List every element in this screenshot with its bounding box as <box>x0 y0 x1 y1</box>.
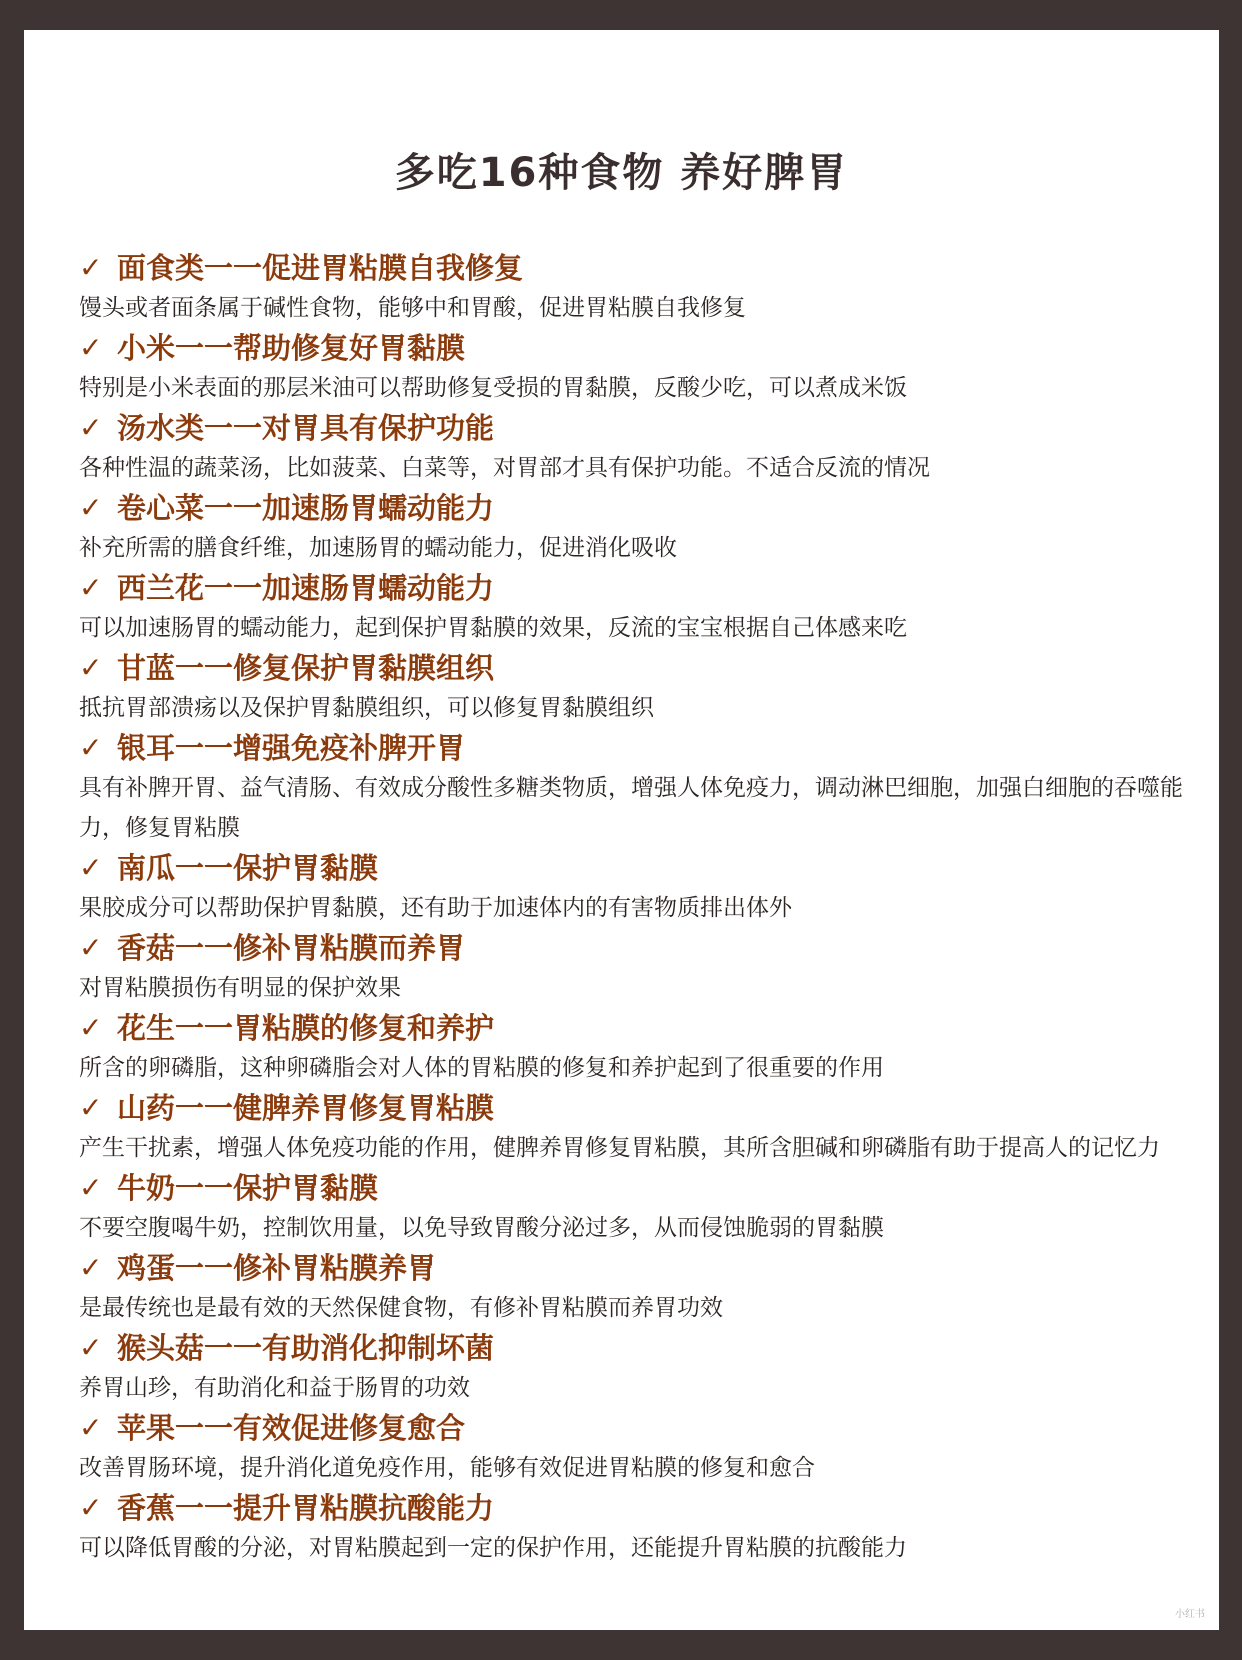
list-item <box>79 248 1189 328</box>
item-description: 产生干扰素，增强人体免疫功能的作用，健脾养胃修复胃粘膜，其所含胆碱和卵磷脂有助于提高人的记忆力 <box>79 1135 1160 1161</box>
item-heading-text: 山药一一健脾养胃修复胃粘膜 <box>117 1091 495 1125</box>
item-heading-text: 小米一一帮助修复好胃黏膜 <box>117 331 466 365</box>
item-heading <box>79 248 1189 288</box>
content-card <box>24 30 1219 1630</box>
item-description: 补充所需的膳食纤维，加速肠胃的蠕动能力，促进消化吸收 <box>79 535 677 561</box>
checkmark-icon: ✓ <box>79 1491 103 1524</box>
item-heading-text: 苹果一一有效促进修复愈合 <box>117 1411 466 1445</box>
checkmark-icon: ✓ <box>79 1331 103 1364</box>
checkmark-icon: ✓ <box>79 491 103 524</box>
item-heading <box>79 1488 1189 1528</box>
item-heading-text: 鸡蛋一一修补胃粘膜养胃 <box>117 1251 437 1285</box>
checkmark-icon: ✓ <box>79 571 103 604</box>
item-heading <box>79 1008 1189 1048</box>
watermark: 小红书 <box>1175 1609 1205 1620</box>
item-heading <box>79 328 1189 368</box>
item-heading <box>79 848 1189 888</box>
checkmark-icon: ✓ <box>79 931 103 964</box>
checkmark-icon: ✓ <box>79 1171 103 1204</box>
item-description: 具有补脾开胃、益气清肠、有效成分酸性多糖类物质，增强人体免疫力，调动淋巴细胞，加强白细胞的吞噬能力，修复胃粘膜 <box>79 775 1183 841</box>
item-heading <box>79 1328 1189 1368</box>
list-item <box>79 568 1189 648</box>
list-item <box>79 1248 1189 1328</box>
checkmark-icon: ✓ <box>79 331 103 364</box>
item-description: 可以加速肠胃的蠕动能力，起到保护胃黏膜的效果，反流的宝宝根据自己体感来吃 <box>79 615 907 641</box>
checkmark-icon: ✓ <box>79 411 103 444</box>
item-description: 馒头或者面条属于碱性食物，能够中和胃酸，促进胃粘膜自我修复 <box>79 295 746 321</box>
item-description: 对胃粘膜损伤有明显的保护效果 <box>79 975 401 1001</box>
item-heading <box>79 568 1189 608</box>
item-description: 所含的卵磷脂，这种卵磷脂会对人体的胃粘膜的修复和养护起到了很重要的作用 <box>79 1055 884 1081</box>
item-heading-text: 香蕉一一提升胃粘膜抗酸能力 <box>117 1491 495 1525</box>
list-item <box>79 408 1189 488</box>
checkmark-icon: ✓ <box>79 1411 103 1444</box>
item-heading-text: 卷心菜一一加速肠胃蠕动能力 <box>117 491 495 525</box>
item-description: 改善胃肠环境，提升消化道免疫作用，能够有效促进胃粘膜的修复和愈合 <box>79 1455 815 1481</box>
list-item <box>79 328 1189 408</box>
item-heading-text: 花生一一胃粘膜的修复和养护 <box>117 1011 495 1045</box>
item-heading-text: 甘蓝一一修复保护胃黏膜组织 <box>117 651 495 685</box>
item-heading-text: 汤水类一一对胃具有保护功能 <box>117 411 495 445</box>
list-item <box>79 1088 1189 1168</box>
list-item <box>79 1488 1189 1568</box>
list-item <box>79 928 1189 1008</box>
item-heading-text: 香菇一一修补胃粘膜而养胃 <box>117 931 466 965</box>
list-item <box>79 1408 1189 1488</box>
checkmark-icon: ✓ <box>79 251 103 284</box>
item-heading-text: 猴头菇一一有助消化抑制坏菌 <box>117 1331 495 1365</box>
list-item <box>79 1008 1189 1088</box>
item-description: 可以降低胃酸的分泌，对胃粘膜起到一定的保护作用，还能提升胃粘膜的抗酸能力 <box>79 1535 907 1561</box>
item-heading <box>79 728 1189 768</box>
checkmark-icon: ✓ <box>79 731 103 764</box>
item-heading <box>79 488 1189 528</box>
item-description: 养胃山珍，有助消化和益于肠胃的功效 <box>79 1375 470 1401</box>
item-heading <box>79 1088 1189 1128</box>
food-list <box>79 248 1189 1568</box>
list-item <box>79 1168 1189 1248</box>
item-heading <box>79 648 1189 688</box>
item-heading <box>79 1248 1189 1288</box>
checkmark-icon: ✓ <box>79 851 103 884</box>
item-description: 是最传统也是最有效的天然保健食物，有修补胃粘膜而养胃功效 <box>79 1295 723 1321</box>
list-item <box>79 1328 1189 1408</box>
checkmark-icon: ✓ <box>79 1091 103 1124</box>
checkmark-icon: ✓ <box>79 1251 103 1284</box>
item-description: 抵抗胃部溃疡以及保护胃黏膜组织，可以修复胃黏膜组织 <box>79 695 654 721</box>
item-description: 各种性温的蔬菜汤，比如菠菜、白菜等，对胃部才具有保护功能。不适合反流的情况 <box>79 455 930 481</box>
item-heading-text: 牛奶一一保护胃黏膜 <box>117 1171 379 1205</box>
item-heading-text: 银耳一一增强免疫补脾开胃 <box>117 731 466 765</box>
item-heading-text: 面食类一一促进胃粘膜自我修复 <box>117 251 524 285</box>
list-item <box>79 648 1189 728</box>
checkmark-icon: ✓ <box>79 1011 103 1044</box>
item-heading <box>79 408 1189 448</box>
item-description: 果胶成分可以帮助保护胃黏膜，还有助于加速体内的有害物质排出体外 <box>79 895 792 921</box>
list-item <box>79 728 1189 848</box>
list-item <box>79 488 1189 568</box>
item-heading <box>79 1408 1189 1448</box>
item-description: 特别是小米表面的那层米油可以帮助修复受损的胃黏膜，反酸少吃，可以煮成米饭 <box>79 375 907 401</box>
item-heading <box>79 928 1189 968</box>
item-heading-text: 南瓜一一保护胃黏膜 <box>117 851 379 885</box>
item-description: 不要空腹喝牛奶，控制饮用量，以免导致胃酸分泌过多，从而侵蚀脆弱的胃黏膜 <box>79 1215 884 1241</box>
list-item <box>79 848 1189 928</box>
item-heading <box>79 1168 1189 1208</box>
item-heading-text: 西兰花一一加速肠胃蠕动能力 <box>117 571 495 605</box>
checkmark-icon: ✓ <box>79 651 103 684</box>
page-title: 多吃16种食物 养好脾胃 <box>394 150 849 196</box>
